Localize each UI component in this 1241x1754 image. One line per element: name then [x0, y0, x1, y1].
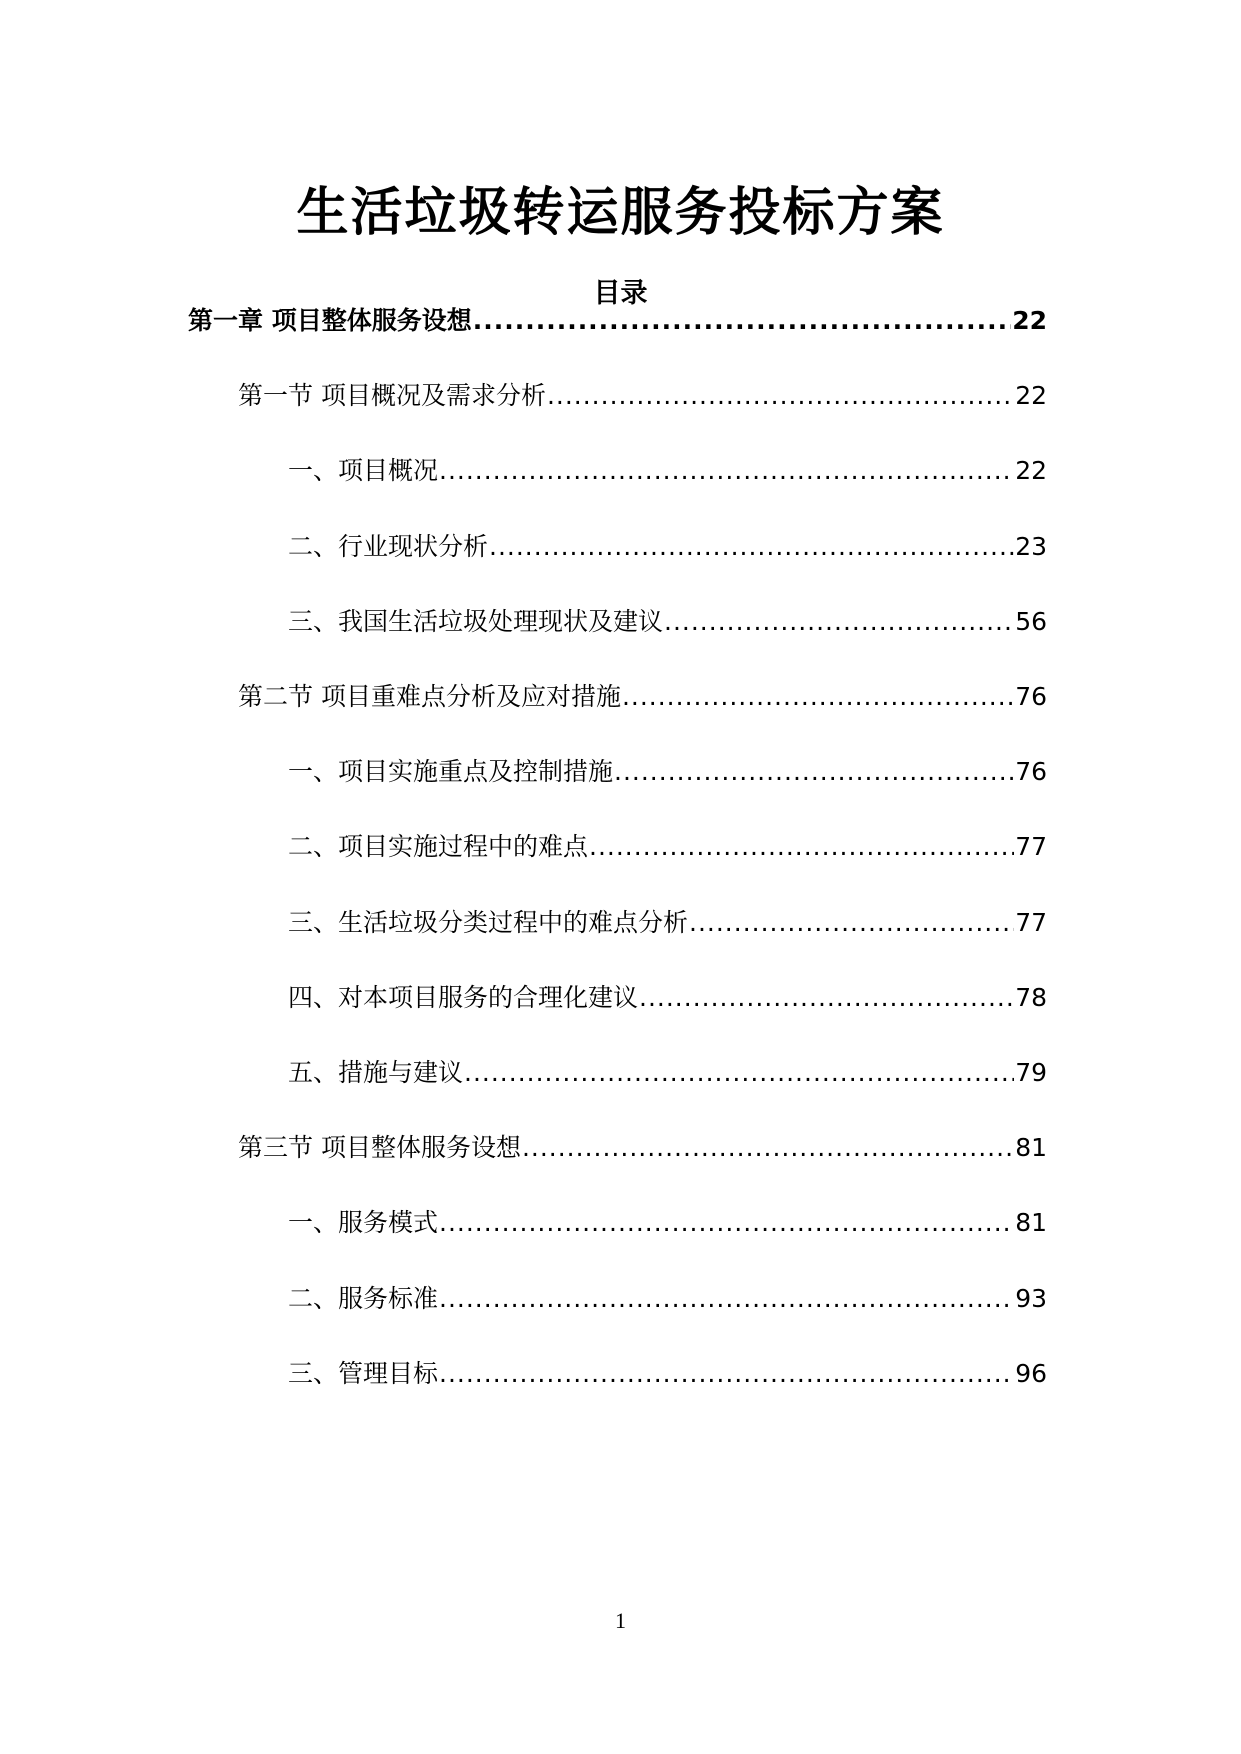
toc-entry-label: 一、服务模式 — [288, 1208, 439, 1238]
toc-dot-leader — [439, 1356, 1014, 1392]
toc-entry[interactable] — [288, 453, 1047, 489]
toc-dot-leader — [639, 980, 1014, 1016]
toc-entry-page: 22 — [1015, 381, 1047, 411]
toc-dot-leader — [464, 1055, 1014, 1091]
toc-entry-page: 93 — [1015, 1283, 1047, 1313]
toc-entry[interactable] — [188, 303, 1047, 339]
toc-entry[interactable] — [288, 829, 1047, 865]
toc-dot-leader — [664, 604, 1014, 640]
document-title: 生活垃圾转运服务投标方案 — [296, 183, 945, 243]
toc-entry-label: 三、生活垃圾分类过程中的难点分析 — [288, 907, 689, 937]
toc-entry-label: 四、对本项目服务的合理化建议 — [288, 982, 639, 1012]
toc-entry-label: 二、项目实施过程中的难点 — [288, 832, 589, 862]
toc-entry-page: 22 — [1015, 456, 1047, 486]
toc-entry-page: 77 — [1015, 832, 1047, 862]
toc-entry-label: 第三节 项目整体服务设想 — [238, 1133, 521, 1163]
toc-entry-page: 23 — [1015, 531, 1047, 561]
toc-entry-page: 96 — [1015, 1358, 1047, 1388]
toc-entry[interactable] — [288, 980, 1047, 1016]
toc-dot-leader — [439, 453, 1014, 489]
toc-dot-leader — [439, 1281, 1014, 1317]
toc-entry-label: 二、服务标准 — [288, 1283, 439, 1313]
toc-entry-page: 81 — [1015, 1133, 1047, 1163]
toc-dot-leader — [614, 754, 1014, 790]
toc-entry-label: 一、项目实施重点及控制措施 — [288, 757, 614, 787]
toc-entry[interactable] — [288, 1055, 1047, 1091]
toc-entry-page: 77 — [1015, 907, 1047, 937]
toc-dot-leader — [589, 829, 1014, 865]
toc-dot-leader — [547, 378, 1014, 414]
toc-entry-label: 五、措施与建议 — [288, 1058, 464, 1087]
toc-dot-leader — [439, 1205, 1014, 1241]
toc-entry[interactable] — [288, 604, 1047, 640]
toc-entry-page: 76 — [1015, 757, 1047, 787]
toc-entry[interactable] — [238, 378, 1047, 414]
toc-entry[interactable] — [288, 905, 1047, 941]
toc-entry-label: 三、我国生活垃圾处理现状及建议 — [288, 606, 664, 636]
page-number: 1 — [615, 1608, 626, 1633]
toc-entry[interactable] — [238, 1130, 1047, 1166]
toc-dot-leader — [522, 1130, 1014, 1166]
toc-entry[interactable] — [288, 1356, 1047, 1392]
toc-dot-leader — [689, 905, 1014, 941]
toc-dot-leader — [489, 529, 1014, 565]
toc-entry[interactable] — [288, 1205, 1047, 1241]
toc-entry-page: 78 — [1015, 982, 1047, 1012]
toc-entry-page: 22 — [1012, 306, 1047, 335]
toc-entry[interactable] — [288, 1281, 1047, 1317]
toc-entry-label: 第一节 项目概况及需求分析 — [238, 381, 546, 411]
toc-entry-label: 一、项目概况 — [288, 456, 439, 486]
toc-dot-leader — [622, 679, 1014, 715]
toc-entry[interactable] — [288, 529, 1047, 565]
toc-entry-label: 二、行业现状分析 — [288, 531, 489, 561]
toc-entry[interactable] — [238, 679, 1047, 715]
toc-heading: 目录 — [593, 278, 648, 309]
toc-entry-label: 第一章 项目整体服务设想 — [188, 306, 472, 335]
toc-entry-page: 76 — [1015, 682, 1047, 711]
toc-entry-page: 56 — [1015, 606, 1047, 636]
toc-dot-leader — [473, 303, 1011, 339]
toc-entry-page: 79 — [1015, 1058, 1047, 1087]
toc-entry-label: 第二节 项目重难点分析及应对措施 — [238, 682, 621, 711]
toc-entry-page: 81 — [1015, 1208, 1047, 1238]
toc-entry[interactable] — [288, 754, 1047, 790]
toc-entry-label: 三、管理目标 — [288, 1358, 439, 1388]
